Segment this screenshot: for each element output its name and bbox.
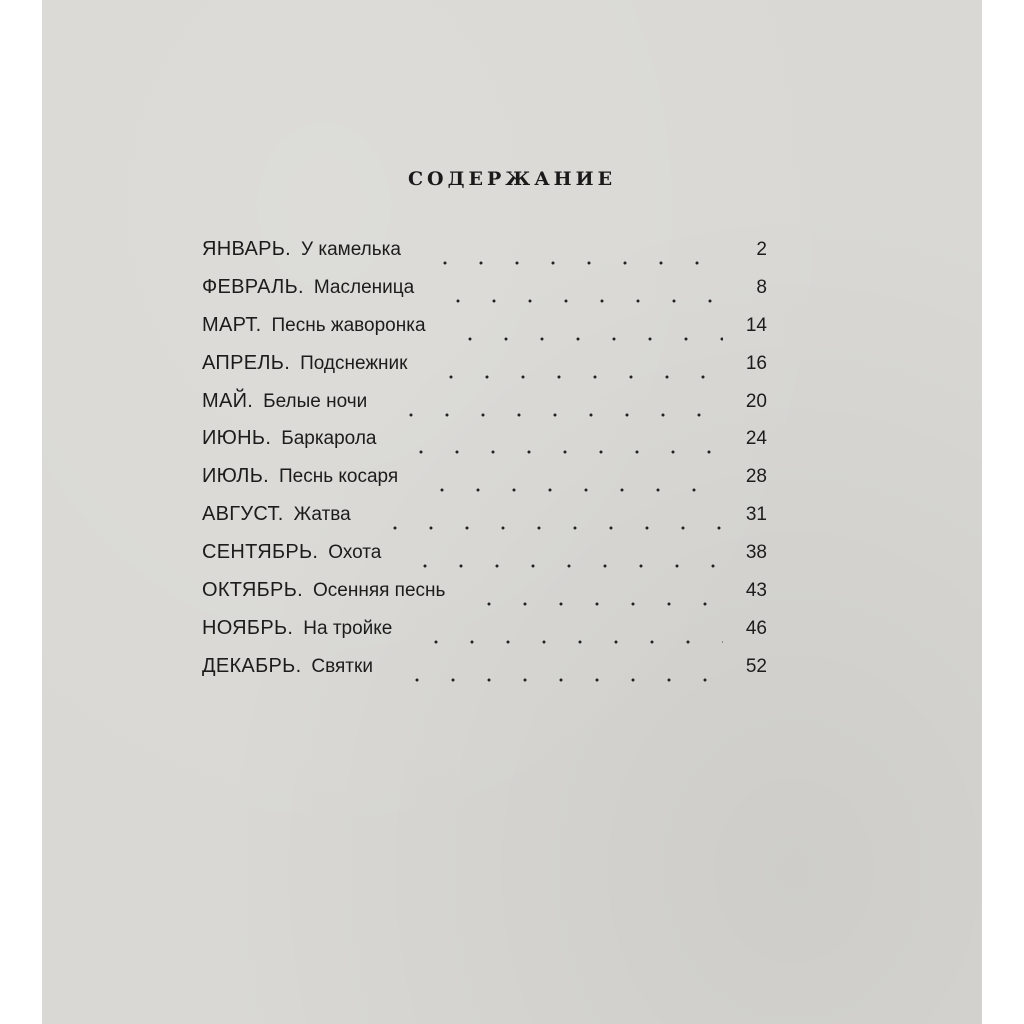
contents-heading: СОДЕРЖАНИЕ [407,168,617,190]
toc-month: ЯНВАРЬ. [202,238,292,260]
book-page [42,0,982,1024]
toc-entry [202,427,767,465]
dot-leader [471,602,723,606]
toc-title: Белые ночи [263,390,368,412]
dot-leader [424,488,723,492]
dot-leader [377,526,723,530]
dot-leader [399,678,723,682]
toc-page-number: 31 [745,504,767,526]
dot-leader [418,640,723,644]
toc-page-number: 46 [745,617,767,639]
toc-title: Подснежник [300,352,408,374]
table-of-contents [202,238,767,693]
toc-page-number: 43 [745,580,767,602]
dot-leader [393,413,723,417]
toc-page-number: 8 [756,276,767,298]
toc-entry [202,238,767,276]
toc-page-number: 14 [745,314,767,336]
toc-month: АПРЕЛЬ. [202,351,291,374]
dot-leader [403,450,724,454]
toc-title: Осенняя песнь [312,580,446,602]
toc-entry [202,276,767,314]
dot-leader [407,564,723,568]
toc-page-number: 28 [745,466,767,488]
dot-leader [427,261,723,265]
toc-title: У камелька [301,239,401,260]
dot-leader [452,337,723,341]
toc-page-number: 20 [745,390,767,412]
toc-title: Баркарола [281,428,377,450]
toc-month: СЕНТЯБРЬ. [202,541,319,564]
toc-entry [202,617,767,655]
toc-month: МАЙ. [202,389,254,412]
toc-month: АВГУСТ. [202,503,284,526]
toc-entry [202,579,767,617]
toc-title: Песнь жаворонка [271,314,426,336]
toc-month: ФЕВРАЛЬ. [202,275,304,298]
toc-entry [202,314,767,352]
toc-entry [202,655,767,693]
toc-month: ИЮНЬ. [202,427,272,450]
toc-entry [202,503,767,541]
toc-entry [202,390,767,428]
toc-entry [202,465,767,503]
toc-title: Жатва [293,504,351,526]
toc-month: МАРТ. [202,313,262,336]
toc-title: Песнь косаря [279,466,399,488]
toc-entry [202,541,767,579]
toc-entry [202,352,767,390]
toc-title: Охота [328,542,382,564]
toc-title: На тройке [303,617,393,639]
dot-leader [433,375,723,379]
toc-page-number: 2 [756,239,767,260]
toc-month: ДЕКАБРЬ. [202,654,302,677]
toc-page-number: 52 [745,655,767,677]
toc-page-number: 38 [745,542,767,564]
toc-month: НОЯБРЬ. [202,616,294,639]
toc-page-number: 24 [745,428,767,450]
dot-leader [440,299,723,303]
toc-title: Масленица [313,276,415,298]
toc-page-number: 16 [745,352,767,374]
toc-title: Святки [311,655,373,677]
toc-month: ОКТЯБРЬ. [202,579,303,602]
toc-month: ИЮЛЬ. [202,465,269,488]
